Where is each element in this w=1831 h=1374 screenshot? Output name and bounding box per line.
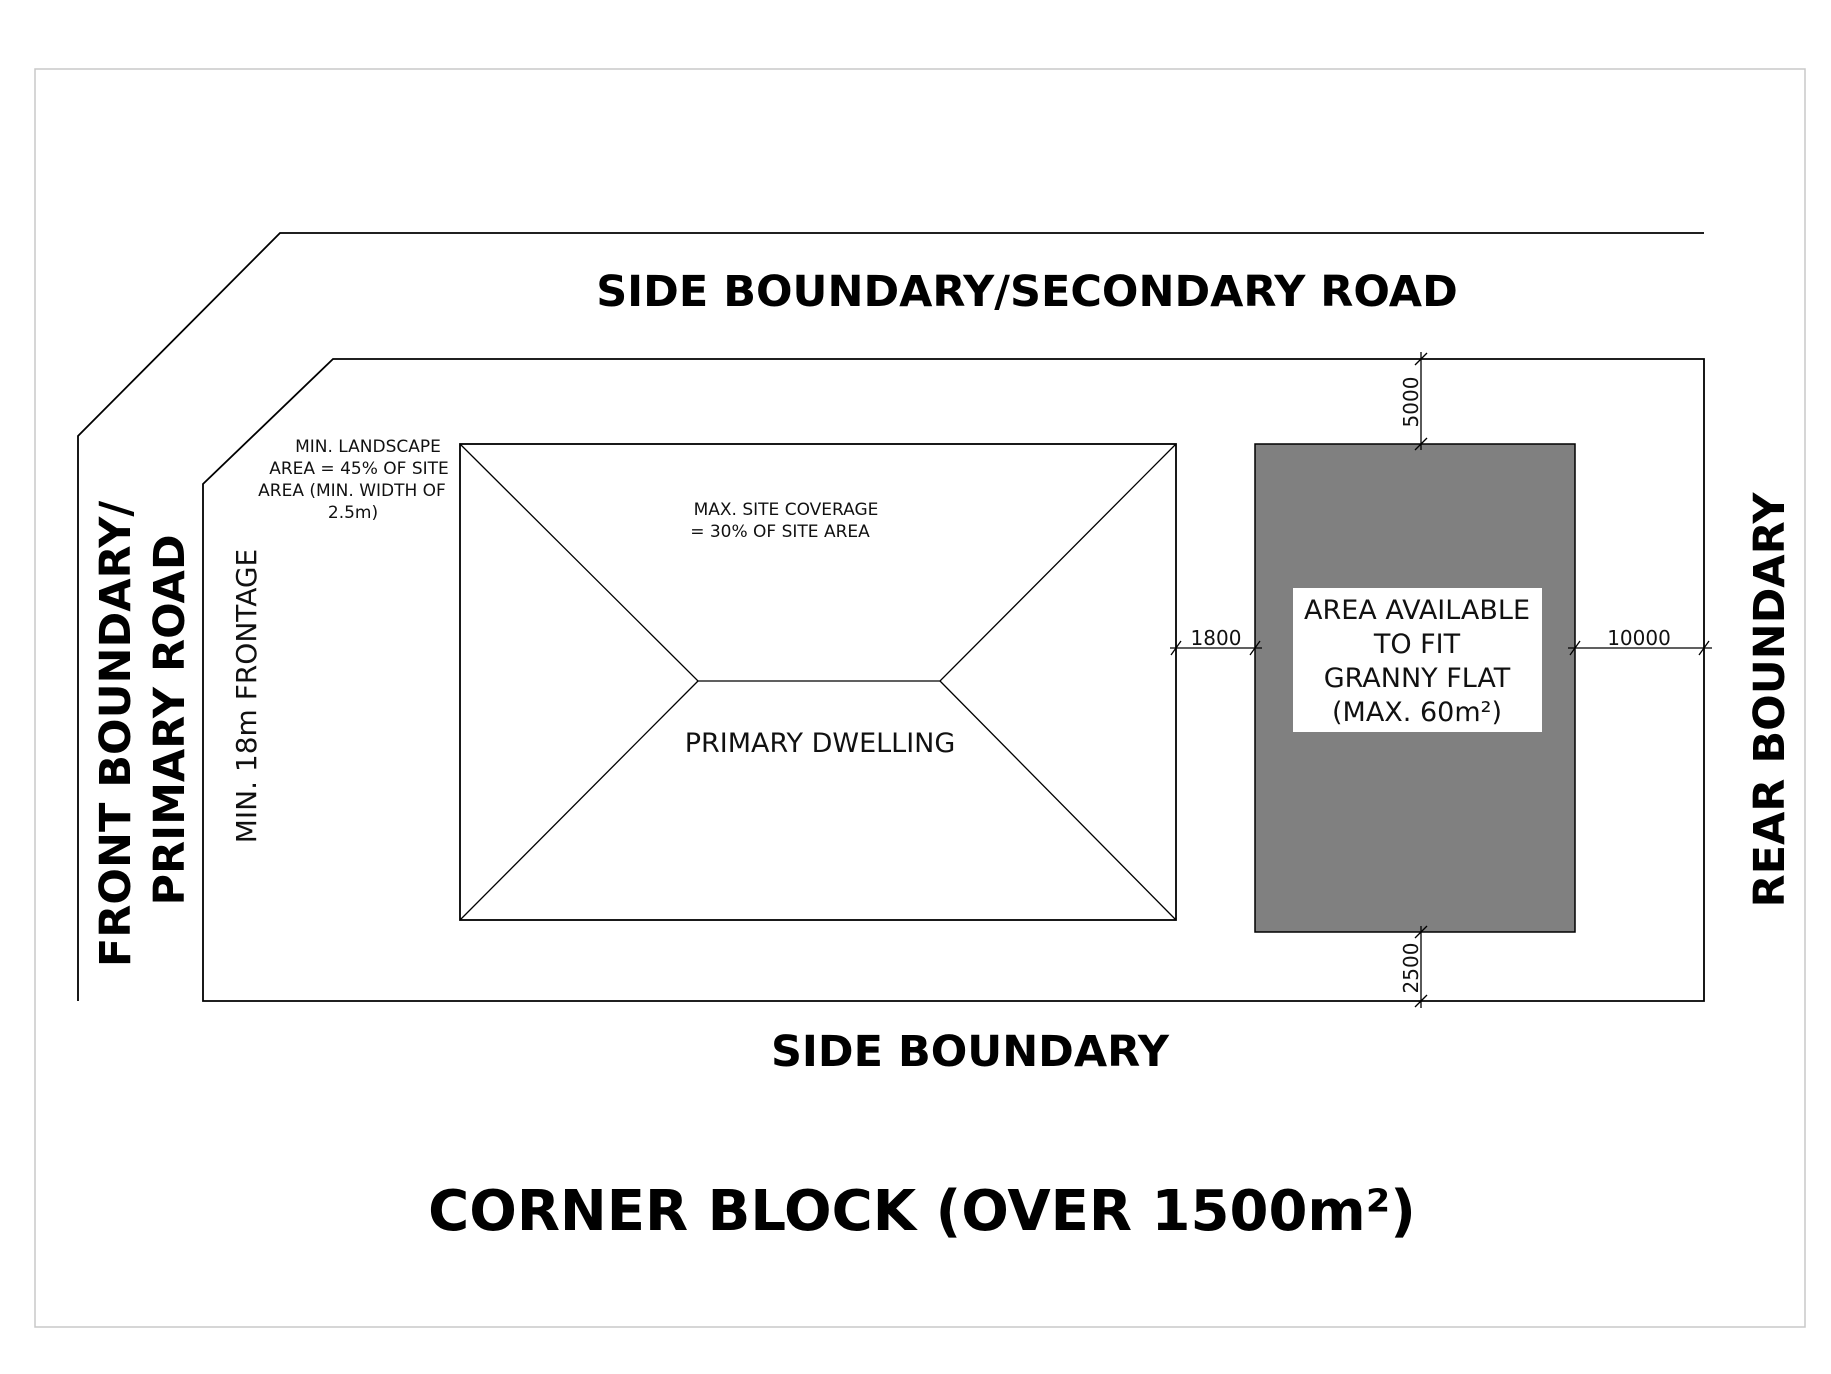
bottom-boundary-label: SIDE BOUNDARY xyxy=(770,1027,1170,1077)
front-boundary-label-line2: PRIMARY ROAD xyxy=(145,534,195,906)
top-boundary-label: SIDE BOUNDARY/SECONDARY ROAD xyxy=(596,267,1458,317)
dimension-top-setback: 5000 xyxy=(1399,376,1423,428)
rear-boundary-label: REAR BOUNDARY xyxy=(1745,492,1795,908)
dimension-gap-to-dwelling: 1800 xyxy=(1190,626,1242,650)
granny-flat-label-line3: GRANNY FLAT xyxy=(1323,663,1511,694)
diagram-title: CORNER BLOCK (OVER 1500m²) xyxy=(428,1179,1416,1244)
roof-hip-right xyxy=(940,681,1176,920)
roof-hip-left xyxy=(460,681,698,920)
granny-flat-label-line4: (MAX. 60m²) xyxy=(1332,697,1502,728)
coverage-note xyxy=(690,500,878,542)
dimension-rear-setback: 10000 xyxy=(1607,626,1671,650)
dwelling-label: PRIMARY DWELLING xyxy=(684,728,956,759)
coverage-note-line1: MAX. SITE COVERAGE xyxy=(693,500,879,520)
roof-ridge xyxy=(460,444,1176,681)
dimension-bottom-setback: 2500 xyxy=(1399,942,1423,994)
granny-flat-label-line2: TO FIT xyxy=(1373,629,1461,660)
landscape-note-line4: 2.5m) xyxy=(327,503,379,523)
landscape-note xyxy=(258,437,449,523)
frontage-label: MIN. 18m FRONTAGE xyxy=(230,548,263,844)
granny-flat-label-line1: AREA AVAILABLE xyxy=(1303,595,1531,626)
landscape-note-line3: AREA (MIN. WIDTH OF xyxy=(258,481,446,501)
landscape-note-line1: MIN. LANDSCAPE xyxy=(295,437,441,457)
coverage-note-line2: = 30% OF SITE AREA xyxy=(690,522,870,542)
landscape-note-line2: AREA = 45% OF SITE xyxy=(269,459,449,479)
front-boundary-label-line1: FRONT BOUNDARY/ xyxy=(91,500,141,968)
